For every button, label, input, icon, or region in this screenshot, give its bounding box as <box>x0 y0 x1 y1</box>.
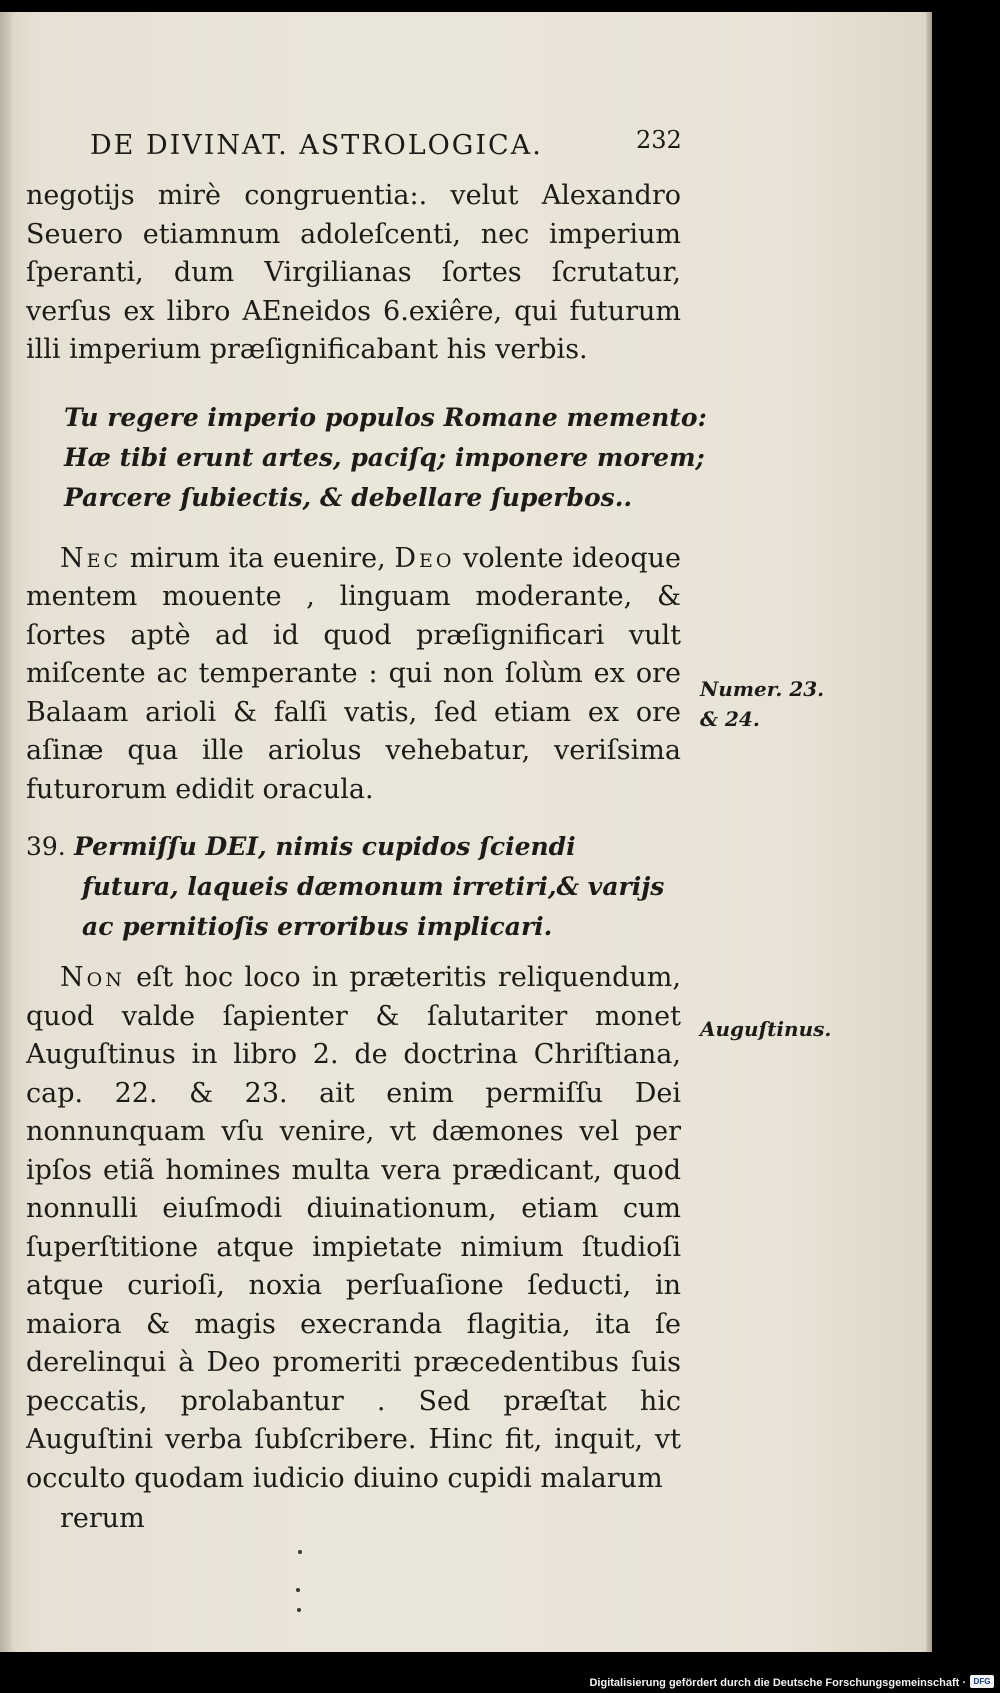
ink-speck <box>298 1550 302 1554</box>
section-heading-text: Permiſſu DEI, nimis cupidos ſciendi futura, laqueis dæmonum irretiri,& varijs ac pernitioſis erroribus implicari. <box>74 832 665 941</box>
ink-speck <box>296 1588 300 1592</box>
margin-note-numbers-line-2: & 24. <box>700 707 760 731</box>
section-number: 39. <box>26 832 66 861</box>
dfg-logo: DFG <box>970 1675 994 1688</box>
ink-speck <box>297 1608 301 1612</box>
running-head: DE DIVINAT. ASTROLOGICA. <box>90 130 543 161</box>
margin-note-numbers-line-1: Numer. 23. <box>700 677 825 701</box>
page-number: 232 <box>636 126 682 154</box>
paragraph-2-deo: Deo <box>394 542 455 574</box>
paragraph-3 <box>26 959 681 1539</box>
section-heading <box>26 827 681 947</box>
paragraph-2-text: mirum ita euenire, <box>121 542 395 574</box>
paragraph-2 <box>26 540 681 810</box>
paragraph-2-rest: volente ideoque mentem mouente , linguam moderante, & ſortes aptè ad id quod præſignificari vult miſcente ac temperante : qui non ſolùm ex ore Balaam arioli & falſi vatis, ſed etiam ex ore aſinæ qua ille ariolus vehebatur, veriſsima futurorum edidit oracula. <box>26 542 681 805</box>
footer-bar <box>0 1669 1000 1693</box>
verse-line-1: Tu regere imperio populos Romane memento: <box>64 402 707 432</box>
page-edge <box>926 12 932 1652</box>
main-text <box>26 177 707 1539</box>
margin-note-numbers <box>700 674 824 734</box>
book-page <box>0 12 932 1652</box>
verse-line-3: Parcere ſubiectis, & debellare ſuperbos.. <box>64 482 633 512</box>
margin-note-augustinus: Auguſtinus. <box>700 1017 832 1041</box>
verse-quote <box>64 398 707 518</box>
paragraph-3-text: eſt hoc loco in prætеritis reliquendum, quod valde ſapienter & ſalutariter monet Auguſtinus in libro 2. de doctrina Chriſtiana, cap. 22. & 23. ait enim permiſſu Dei nonnunquam vſu venire, vt dæmones vel per ipſos etiã homines multa vera prædicant, quod nonnulli eiuſmodi diuinationum, etiam cum ſuperſtitione atque impietate nimium ſtudioſi atque curioſi, noxia perſuaſione ſeducti, in maiora & magis execranda flagitia, ita ſe derelinqui à Deo promeriti præcedentibus ſuis peccatis, prolabantur . Sed præſtat hic Auguſtini verba ſubſcribere. Hinc fit, inquit, vt occulto quodam iudicio diuino cupidi malarum <box>26 962 681 1494</box>
digitization-credit: Digitalisierung gefördert durch die Deutsche Forschungsgemeinschaft · <box>589 1677 966 1689</box>
paragraph-3-lead: Non <box>60 962 125 993</box>
verse-line-2: Hæ tibi erunt artes, paciſq; imponere morem; <box>64 442 705 472</box>
paragraph-1: negotijs mirè congruentia:. velut Alexandro Seuero etiamnum adoleſcenti, nec imperium ſperanti, dum Virgilianas ſortes ſcrutatur, verſus ex libro AEneidos 6.exiêre, qui futurum illi imperium præſignificabant his verbis. <box>26 180 681 365</box>
catchword: rerum <box>60 1503 145 1534</box>
paragraph-2-lead: Nec <box>60 542 122 574</box>
